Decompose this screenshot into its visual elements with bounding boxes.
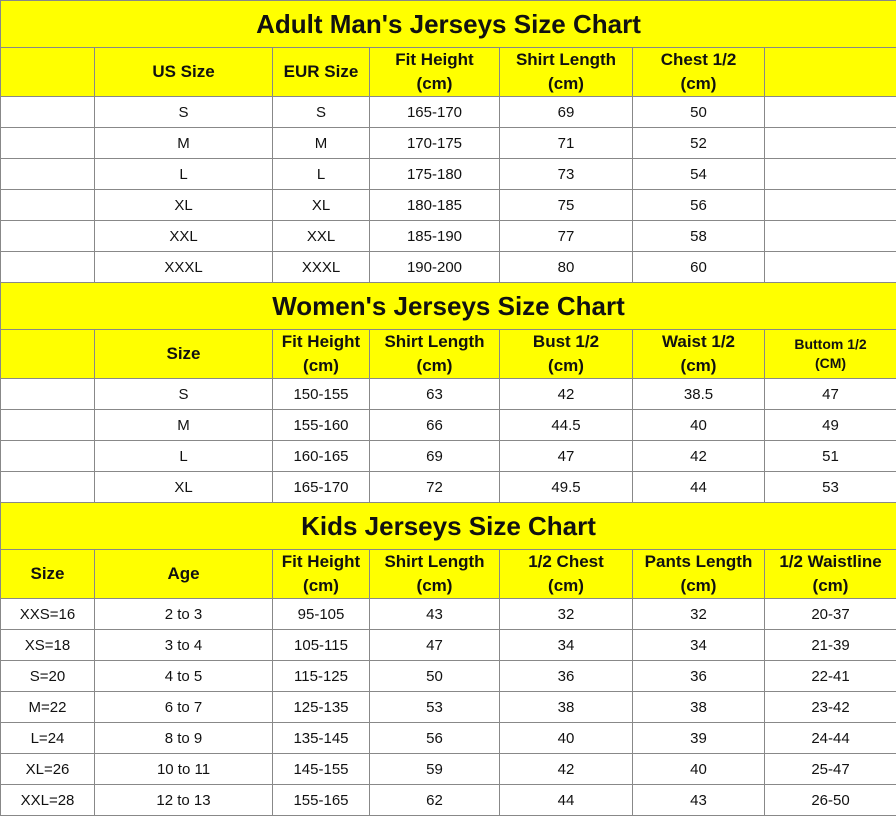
column-header bbox=[633, 330, 765, 379]
table-cell: 47 bbox=[370, 630, 500, 661]
table-cell: 36 bbox=[500, 661, 633, 692]
table-cell: 155-160 bbox=[273, 410, 370, 441]
table-cell: 150-155 bbox=[273, 379, 370, 410]
table-cell: 32 bbox=[633, 599, 765, 630]
column-header bbox=[370, 48, 500, 97]
table-row bbox=[1, 97, 896, 128]
column-header-line: (cm) bbox=[303, 356, 339, 375]
table-cell: 175-180 bbox=[370, 159, 500, 190]
column-header-line: (cm) bbox=[548, 74, 584, 93]
table-cell: 32 bbox=[500, 599, 633, 630]
kids-size-chart bbox=[1, 503, 896, 816]
table-row bbox=[1, 785, 896, 816]
column-header-line: (cm) bbox=[416, 576, 453, 595]
table-cell bbox=[1, 159, 95, 190]
men-size-chart bbox=[1, 1, 896, 283]
table-cell: XXL bbox=[95, 221, 273, 252]
table-row bbox=[1, 723, 896, 754]
column-header bbox=[273, 550, 370, 599]
table-row bbox=[1, 221, 896, 252]
column-header bbox=[500, 550, 633, 599]
column-header-line: Size bbox=[30, 564, 65, 583]
table-cell bbox=[765, 159, 896, 190]
column-header-line: (cm) bbox=[416, 356, 453, 375]
table-cell: S=20 bbox=[1, 661, 95, 692]
table-row bbox=[1, 128, 896, 159]
table-cell bbox=[765, 221, 896, 252]
table-cell: 6 to 7 bbox=[95, 692, 273, 723]
table-cell: 145-155 bbox=[273, 754, 370, 785]
column-header bbox=[633, 48, 765, 97]
column-header-line: (cm) bbox=[680, 576, 717, 595]
table-cell: 44 bbox=[500, 785, 633, 816]
table-cell: 3 to 4 bbox=[95, 630, 273, 661]
table-cell bbox=[1, 410, 95, 441]
column-header bbox=[370, 550, 500, 599]
table-cell: 56 bbox=[370, 723, 500, 754]
table-cell: 34 bbox=[500, 630, 633, 661]
table-row bbox=[1, 379, 896, 410]
table-cell: 160-165 bbox=[273, 441, 370, 472]
column-header-line: Waist 1/2 bbox=[661, 332, 736, 351]
table-cell: XS=18 bbox=[1, 630, 95, 661]
table-cell: 63 bbox=[370, 379, 500, 410]
table-cell: 185-190 bbox=[370, 221, 500, 252]
table-cell: L=24 bbox=[1, 723, 95, 754]
column-header-line: Pants Length bbox=[644, 552, 753, 571]
table-cell: 135-145 bbox=[273, 723, 370, 754]
table-cell: XXL=28 bbox=[1, 785, 95, 816]
table-cell bbox=[765, 97, 896, 128]
column-header-line: Fit Height bbox=[281, 332, 361, 351]
table-cell: XXL bbox=[273, 221, 370, 252]
table-cell: 71 bbox=[500, 128, 633, 159]
column-header bbox=[95, 48, 273, 97]
table-cell: 20-37 bbox=[765, 599, 896, 630]
table-cell: 73 bbox=[500, 159, 633, 190]
table-cell bbox=[1, 128, 95, 159]
table-cell: 125-135 bbox=[273, 692, 370, 723]
column-header-line: (cm) bbox=[416, 74, 453, 93]
table-cell: 10 to 11 bbox=[95, 754, 273, 785]
table-cell: 42 bbox=[633, 441, 765, 472]
table-cell: 21-39 bbox=[765, 630, 896, 661]
column-header-line: Buttom 1/2 bbox=[794, 336, 867, 352]
column-header bbox=[273, 330, 370, 379]
column-header-line: (cm) bbox=[680, 356, 717, 375]
table-cell bbox=[765, 190, 896, 221]
table-cell: 4 to 5 bbox=[95, 661, 273, 692]
men-chart-title: Adult Man's Jerseys Size Chart bbox=[1, 1, 896, 48]
column-header-line: Size bbox=[166, 344, 201, 363]
table-row bbox=[1, 190, 896, 221]
table-cell: 60 bbox=[633, 252, 765, 283]
table-cell: 24-44 bbox=[765, 723, 896, 754]
column-header-line: Chest 1/2 bbox=[660, 50, 737, 69]
table-cell bbox=[1, 221, 95, 252]
table-cell: 165-170 bbox=[370, 97, 500, 128]
table-row bbox=[1, 410, 896, 441]
table-cell: 38 bbox=[633, 692, 765, 723]
column-header-line: 1/2 Chest bbox=[528, 552, 604, 571]
column-header-line: Shirt Length bbox=[384, 552, 485, 571]
table-cell: XL bbox=[95, 190, 273, 221]
table-cell: 69 bbox=[370, 441, 500, 472]
table-cell: M bbox=[95, 128, 273, 159]
table-cell: 34 bbox=[633, 630, 765, 661]
column-header bbox=[765, 550, 896, 599]
women-chart-title: Women's Jerseys Size Chart bbox=[1, 283, 896, 330]
table-cell: 51 bbox=[765, 441, 896, 472]
table-cell bbox=[765, 128, 896, 159]
table-cell: 59 bbox=[370, 754, 500, 785]
column-header bbox=[1, 48, 95, 97]
table-row bbox=[1, 159, 896, 190]
table-cell: 12 to 13 bbox=[95, 785, 273, 816]
table-cell: XL=26 bbox=[1, 754, 95, 785]
column-header-line: (cm) bbox=[548, 576, 584, 595]
table-cell: 165-170 bbox=[273, 472, 370, 503]
table-cell: S bbox=[95, 97, 273, 128]
table-cell: 58 bbox=[633, 221, 765, 252]
table-cell: 43 bbox=[633, 785, 765, 816]
table-row bbox=[1, 441, 896, 472]
table-cell: 69 bbox=[500, 97, 633, 128]
table-cell: 26-50 bbox=[765, 785, 896, 816]
table-cell: 49 bbox=[765, 410, 896, 441]
table-cell: 180-185 bbox=[370, 190, 500, 221]
table-cell: 39 bbox=[633, 723, 765, 754]
column-header-line: Bust 1/2 bbox=[532, 332, 600, 351]
table-cell: XL bbox=[95, 472, 273, 503]
table-cell: 43 bbox=[370, 599, 500, 630]
table-cell: 47 bbox=[765, 379, 896, 410]
table-cell: 42 bbox=[500, 379, 633, 410]
column-header-line: Shirt Length bbox=[515, 50, 617, 69]
table-cell: 25-47 bbox=[765, 754, 896, 785]
table-cell: 52 bbox=[633, 128, 765, 159]
table-cell: 44 bbox=[633, 472, 765, 503]
table-cell: 22-41 bbox=[765, 661, 896, 692]
column-header-line: EUR Size bbox=[283, 62, 359, 81]
column-header bbox=[765, 48, 896, 97]
table-cell: 75 bbox=[500, 190, 633, 221]
table-row bbox=[1, 630, 896, 661]
table-row bbox=[1, 754, 896, 785]
table-cell: 80 bbox=[500, 252, 633, 283]
column-header bbox=[1, 330, 95, 379]
column-header-line: Fit Height bbox=[395, 50, 474, 69]
column-header bbox=[1, 550, 95, 599]
column-header bbox=[370, 330, 500, 379]
kids-chart-title: Kids Jerseys Size Chart bbox=[1, 503, 896, 550]
table-cell: M=22 bbox=[1, 692, 95, 723]
table-cell: 49.5 bbox=[500, 472, 633, 503]
table-row bbox=[1, 599, 896, 630]
table-cell: 40 bbox=[633, 754, 765, 785]
table-cell: 42 bbox=[500, 754, 633, 785]
table-cell: 72 bbox=[370, 472, 500, 503]
column-header-line: 1/2 Waistline bbox=[779, 552, 882, 571]
column-header bbox=[95, 330, 273, 379]
column-header-line: Shirt Length bbox=[384, 332, 485, 351]
table-cell: S bbox=[273, 97, 370, 128]
table-cell bbox=[1, 441, 95, 472]
table-cell: 66 bbox=[370, 410, 500, 441]
column-header bbox=[273, 48, 370, 97]
column-header-line: (CM) bbox=[814, 355, 847, 371]
column-header bbox=[500, 48, 633, 97]
table-cell: 40 bbox=[633, 410, 765, 441]
table-cell: 62 bbox=[370, 785, 500, 816]
column-header-line: US Size bbox=[152, 62, 215, 81]
table-cell: 95-105 bbox=[273, 599, 370, 630]
column-header bbox=[95, 550, 273, 599]
table-cell: 56 bbox=[633, 190, 765, 221]
table-cell: 54 bbox=[633, 159, 765, 190]
table-cell: 53 bbox=[765, 472, 896, 503]
table-cell: 53 bbox=[370, 692, 500, 723]
table-cell: 47 bbox=[500, 441, 633, 472]
table-cell: XXS=16 bbox=[1, 599, 95, 630]
table-cell bbox=[1, 379, 95, 410]
table-cell: 23-42 bbox=[765, 692, 896, 723]
column-header bbox=[500, 330, 633, 379]
column-header-line: Fit Height bbox=[281, 552, 361, 571]
kids-header-row bbox=[1, 550, 896, 599]
column-header-line: (cm) bbox=[303, 576, 339, 595]
column-header-line: (cm) bbox=[548, 356, 584, 375]
table-cell: 36 bbox=[633, 661, 765, 692]
column-header-line: (cm) bbox=[812, 576, 849, 595]
table-cell: 2 to 3 bbox=[95, 599, 273, 630]
men-header-row bbox=[1, 48, 896, 97]
table-cell: 115-125 bbox=[273, 661, 370, 692]
table-cell: 50 bbox=[633, 97, 765, 128]
column-header bbox=[633, 550, 765, 599]
table-cell bbox=[765, 252, 896, 283]
table-cell: 105-115 bbox=[273, 630, 370, 661]
column-header-line: (cm) bbox=[680, 74, 717, 93]
table-row bbox=[1, 472, 896, 503]
table-cell: M bbox=[273, 128, 370, 159]
table-row bbox=[1, 252, 896, 283]
table-cell: 77 bbox=[500, 221, 633, 252]
table-cell: XXXL bbox=[95, 252, 273, 283]
table-cell: 44.5 bbox=[500, 410, 633, 441]
table-cell: L bbox=[95, 441, 273, 472]
table-cell: 38.5 bbox=[633, 379, 765, 410]
women-size-chart bbox=[1, 283, 896, 503]
table-cell: 190-200 bbox=[370, 252, 500, 283]
table-cell: 50 bbox=[370, 661, 500, 692]
table-cell: XL bbox=[273, 190, 370, 221]
table-cell: 8 to 9 bbox=[95, 723, 273, 754]
column-header-line: Age bbox=[167, 564, 200, 583]
table-cell bbox=[1, 97, 95, 128]
table-cell: 38 bbox=[500, 692, 633, 723]
table-cell bbox=[1, 252, 95, 283]
table-cell bbox=[1, 472, 95, 503]
table-row bbox=[1, 661, 896, 692]
table-cell: 170-175 bbox=[370, 128, 500, 159]
table-cell: 40 bbox=[500, 723, 633, 754]
table-cell: L bbox=[95, 159, 273, 190]
table-cell bbox=[1, 190, 95, 221]
table-row bbox=[1, 692, 896, 723]
column-header bbox=[765, 330, 896, 379]
table-cell: M bbox=[95, 410, 273, 441]
women-header-row bbox=[1, 330, 896, 379]
table-cell: 155-165 bbox=[273, 785, 370, 816]
table-cell: XXXL bbox=[273, 252, 370, 283]
table-cell: L bbox=[273, 159, 370, 190]
table-cell: S bbox=[95, 379, 273, 410]
